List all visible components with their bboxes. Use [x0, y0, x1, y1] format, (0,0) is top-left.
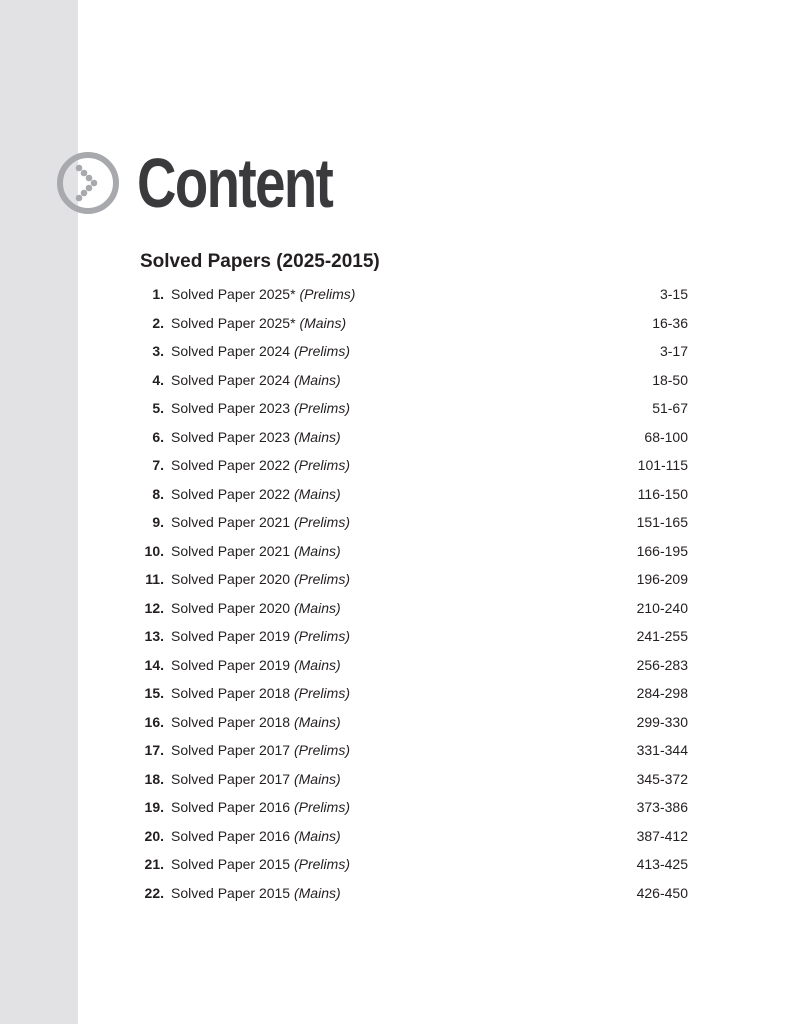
- toc-entry-title: Solved Paper 2025*: [171, 286, 296, 303]
- toc-entry-label: [171, 486, 638, 502]
- toc-entry-pages: 51-67: [652, 400, 688, 417]
- toc-entry-pages: 284-298: [636, 685, 688, 702]
- toc-entry-label: [171, 828, 637, 844]
- toc-entry-pages: 426-450: [636, 884, 688, 901]
- toc-entry-label: [171, 714, 637, 730]
- toc-entry-number: 21.: [144, 856, 164, 873]
- toc-entry-number: 17.: [144, 742, 164, 759]
- toc-entry[interactable]: [120, 651, 688, 680]
- toc-entry-type: (Prelims): [293, 514, 350, 531]
- toc-entry-label: [171, 628, 637, 644]
- toc-entry-label: [171, 514, 637, 530]
- toc-entry-pages: 241-255: [636, 628, 688, 645]
- toc-entry-type: (Prelims): [293, 742, 350, 759]
- toc-entry-type: (Prelims): [293, 343, 350, 360]
- toc-entry[interactable]: [120, 280, 688, 309]
- toc-entry-pages: 413-425: [636, 856, 688, 873]
- toc-entry-pages: 151-165: [636, 514, 688, 531]
- toc-entry-title: Solved Paper 2015: [171, 884, 291, 901]
- toc-entry-pages: 210-240: [636, 599, 688, 616]
- toc-entry[interactable]: [120, 565, 688, 594]
- toc-entry-label: [171, 771, 637, 787]
- toc-entry-pages: 166-195: [636, 542, 688, 559]
- toc-entry-number: 15.: [144, 685, 164, 702]
- toc-entry-pages: 331-344: [636, 742, 688, 759]
- toc-entry-title: Solved Paper 2019: [171, 656, 291, 673]
- toc-entry[interactable]: [120, 594, 688, 623]
- toc-entry-type: (Prelims): [293, 799, 350, 816]
- toc-entry-label: [171, 429, 644, 445]
- toc-entry-number: 16.: [144, 713, 164, 730]
- toc-list: [120, 280, 688, 907]
- toc-entry[interactable]: [120, 622, 688, 651]
- toc-entry-title: Solved Paper 2023: [171, 428, 291, 445]
- toc-entry-pages: 18-50: [652, 371, 688, 388]
- toc-entry-pages: 101-115: [637, 457, 688, 474]
- toc-entry-type: (Prelims): [293, 571, 350, 588]
- toc-entry-label: [171, 571, 637, 587]
- toc-entry-title: Solved Paper 2018: [171, 713, 291, 730]
- toc-entry-number: 22.: [144, 884, 164, 901]
- toc-entry-type: (Prelims): [299, 286, 356, 303]
- toc-entry-pages: 16-36: [652, 314, 688, 331]
- toc-entry[interactable]: [120, 480, 688, 509]
- toc-entry-label: [171, 600, 637, 616]
- toc-entry-type: (Mains): [293, 599, 341, 616]
- toc-entry-label: [171, 742, 637, 758]
- toc-entry-type: (Mains): [293, 827, 341, 844]
- toc-entry-number: 6.: [152, 428, 164, 445]
- toc-entry-pages: 373-386: [636, 799, 688, 816]
- toc-entry-title: Solved Paper 2017: [171, 742, 291, 759]
- toc-entry-number: 4.: [152, 371, 164, 388]
- toc-entry-label: [171, 457, 638, 473]
- toc-entry[interactable]: [120, 309, 688, 338]
- toc-entry-title: Solved Paper 2024: [171, 343, 291, 360]
- toc-entry-label: [171, 372, 652, 388]
- toc-entry[interactable]: [120, 765, 688, 794]
- toc-entry-title: Solved Paper 2020: [171, 571, 291, 588]
- toc-entry-title: Solved Paper 2021: [171, 542, 291, 559]
- chevron-circle-icon: [56, 151, 120, 215]
- toc-entry-type: (Prelims): [293, 400, 350, 417]
- toc-entry[interactable]: [120, 537, 688, 566]
- toc-entry-type: (Mains): [293, 371, 341, 388]
- toc-entry-pages: 256-283: [636, 656, 688, 673]
- toc-entry-type: (Mains): [293, 485, 341, 502]
- toc-entry[interactable]: [120, 508, 688, 537]
- toc-entry-number: 8.: [152, 485, 164, 502]
- toc-entry[interactable]: [120, 394, 688, 423]
- content-heading: [56, 144, 387, 222]
- toc-entry-label: [171, 799, 637, 815]
- toc-entry-type: (Mains): [293, 656, 341, 673]
- toc-entry-type: (Prelims): [293, 856, 350, 873]
- toc-entry-type: (Mains): [293, 770, 341, 787]
- toc-entry-number: 13.: [144, 628, 164, 645]
- toc-entry-pages: 116-150: [637, 485, 688, 502]
- toc-entry[interactable]: [120, 337, 688, 366]
- toc-entry-pages: 3-17: [659, 343, 688, 360]
- toc-entry-number: 5.: [152, 400, 164, 417]
- toc-entry-number: 9.: [152, 514, 164, 531]
- toc-entry-type: (Prelims): [293, 457, 350, 474]
- toc-entry-number: 2.: [152, 314, 164, 331]
- toc-entry-title: Solved Paper 2015: [171, 856, 291, 873]
- toc-entry-number: 11.: [145, 571, 164, 588]
- toc-entry-type: (Mains): [293, 428, 341, 445]
- toc-entry-title: Solved Paper 2016: [171, 799, 291, 816]
- toc-entry-title: Solved Paper 2017: [171, 770, 291, 787]
- toc-entry-label: [171, 856, 637, 872]
- toc-entry-label: [171, 543, 637, 559]
- toc-entry-title: Solved Paper 2022: [171, 485, 291, 502]
- toc-entry-title: Solved Paper 2023: [171, 400, 291, 417]
- toc-entry-pages: 345-372: [636, 770, 688, 787]
- toc-entry-pages: 299-330: [636, 713, 688, 730]
- toc-entry[interactable]: [120, 822, 688, 851]
- toc-entry[interactable]: [120, 423, 688, 452]
- toc-entry-title: Solved Paper 2016: [171, 827, 291, 844]
- toc-entry[interactable]: [120, 679, 688, 708]
- toc-entry-pages: 387-412: [636, 827, 688, 844]
- toc-entry-label: [171, 400, 652, 416]
- toc-entry[interactable]: [120, 366, 688, 395]
- toc-entry[interactable]: [120, 451, 688, 480]
- toc-entry-title: Solved Paper 2022: [171, 457, 291, 474]
- toc-entry-title: Solved Paper 2018: [171, 685, 291, 702]
- toc-entry-title: Solved Paper 2021: [171, 514, 291, 531]
- toc-entry-label: [171, 343, 660, 359]
- toc-entry-number: 19.: [144, 799, 164, 816]
- page-title: Content: [137, 144, 333, 222]
- toc-entry-number: 3.: [152, 343, 164, 360]
- toc-entry-label: [171, 657, 637, 673]
- section-title: Solved Papers (2025-2015): [140, 251, 380, 272]
- toc-entry[interactable]: [120, 793, 688, 822]
- toc-entry-label: [171, 315, 652, 331]
- toc-entry-number: 10.: [144, 542, 164, 559]
- toc-entry-pages: 3-15: [659, 286, 688, 303]
- toc-entry-type: (Prelims): [293, 628, 350, 645]
- toc-entry-type: (Mains): [293, 884, 341, 901]
- toc-entry[interactable]: [120, 879, 688, 908]
- toc-entry[interactable]: [120, 708, 688, 737]
- toc-entry-type: (Prelims): [293, 685, 350, 702]
- toc-entry-title: Solved Paper 2019: [171, 628, 291, 645]
- toc-entry-number: 1.: [152, 286, 164, 303]
- toc-entry[interactable]: [120, 736, 688, 765]
- toc-entry-type: (Mains): [293, 542, 341, 559]
- toc-entry-label: [171, 685, 637, 701]
- toc-entry-number: 18.: [144, 770, 164, 787]
- toc-entry-title: Solved Paper 2025*: [171, 314, 296, 331]
- toc-entry-type: (Mains): [293, 713, 341, 730]
- toc-entry-title: Solved Paper 2020: [171, 599, 291, 616]
- toc-entry-number: 20.: [144, 827, 164, 844]
- toc-entry-label: [171, 286, 660, 302]
- toc-entry-number: 14.: [144, 656, 164, 673]
- toc-entry-pages: 68-100: [644, 428, 688, 445]
- toc-entry-number: 7.: [152, 457, 164, 474]
- toc-entry-type: (Mains): [299, 314, 347, 331]
- toc-entry-title: Solved Paper 2024: [171, 371, 291, 388]
- toc-entry[interactable]: [120, 850, 688, 879]
- toc-entry-number: 12.: [144, 599, 164, 616]
- toc-entry-pages: 196-209: [636, 571, 688, 588]
- toc-entry-label: [171, 885, 637, 901]
